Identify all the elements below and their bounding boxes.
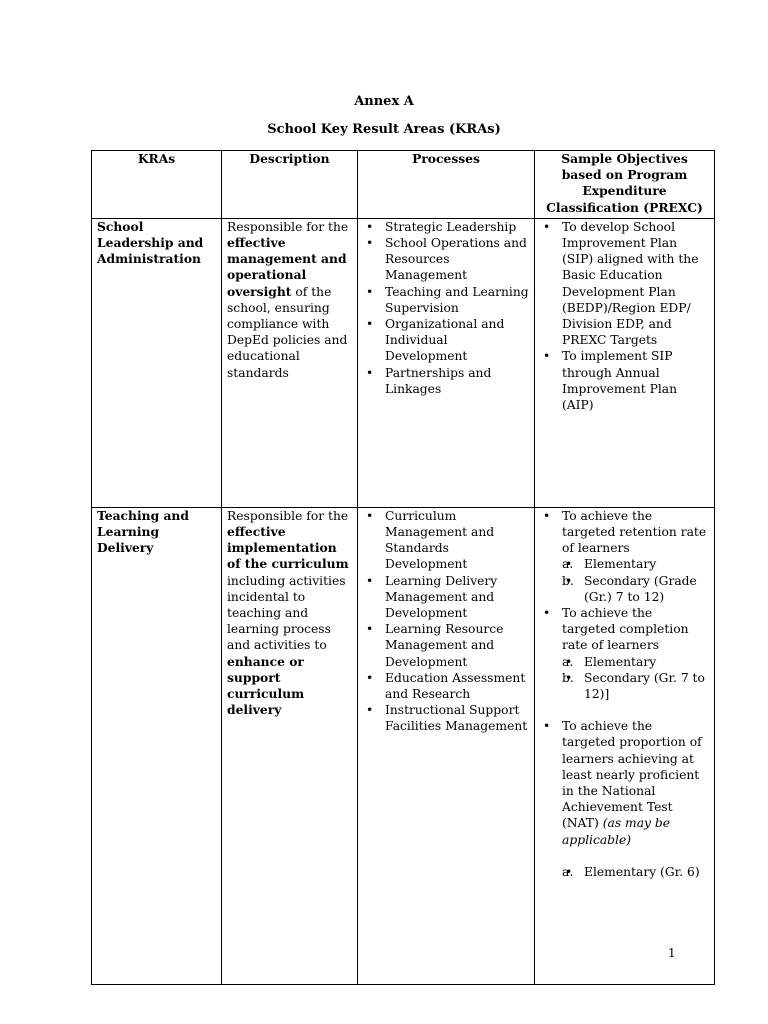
list-item <box>540 605 709 702</box>
objective-list <box>540 219 709 413</box>
sub-item <box>562 556 709 572</box>
kra-name: School Leadership and Administration <box>97 218 204 267</box>
header-description: Description <box>222 151 358 219</box>
sub-list <box>562 654 709 703</box>
list-item: • Learning Delivery Management and Development <box>363 573 529 622</box>
page-number: 1 <box>668 946 676 960</box>
processes-cell <box>358 218 535 507</box>
kra-cell <box>92 507 222 984</box>
header-kras: KRAs <box>92 151 222 219</box>
list-item: • School Operations and Resources Management <box>363 235 529 284</box>
sub-marker: • b. <box>562 670 574 685</box>
description-cell <box>222 507 358 984</box>
sub-item <box>562 864 709 880</box>
objectives-cell <box>535 507 715 984</box>
sub-marker: • b. <box>562 573 574 588</box>
kra-cell <box>92 218 222 507</box>
kra-table <box>91 150 715 985</box>
sub-list <box>562 864 709 880</box>
objectives-cell <box>535 218 715 507</box>
list-item: • To develop School Improvement Plan (SIP) aligned with the Basic Education Development Plan (BEDP)/Region EDP/ Division EDP, and PREXC Targets <box>540 219 709 349</box>
header-objectives: Sample Objectives based on Program Expenditure Classification (PREXC) <box>535 151 715 219</box>
description-bold: effective implementation of the curriculum <box>227 524 349 572</box>
annex-title: Annex A <box>354 94 414 109</box>
header-processes: Processes <box>358 151 535 219</box>
kra-name: Teaching and Learning Delivery <box>97 507 189 556</box>
description-cell <box>222 218 358 507</box>
list-item: • Curriculum Management and Standards Development <box>363 508 529 573</box>
list-item: • Organizational and Individual Development <box>363 316 529 365</box>
list-item: • Education Assessment and Research <box>363 670 529 702</box>
description-text: Responsible for the <box>227 508 349 523</box>
sub-item <box>562 654 709 670</box>
sub-text: Elementary (Gr. 6) <box>584 864 700 879</box>
table-row <box>92 218 715 507</box>
table-header-row <box>92 151 715 219</box>
sub-marker: • a. <box>562 557 574 572</box>
processes-cell <box>358 507 535 984</box>
sub-item <box>562 670 709 702</box>
list-item: • Partnerships and Linkages <box>363 365 529 397</box>
description-bold: enhance or support curriculum delivery <box>227 653 305 718</box>
list-item: • Strategic Leadership <box>363 219 529 235</box>
list-item: • Teaching and Learning Supervision <box>363 284 529 316</box>
description-text: of the school, ensuring compliance with DepEd policies and educational standards <box>227 284 348 380</box>
description-text: including activities incidental to teaching and learning process and activities to <box>227 573 346 653</box>
objective-list <box>540 508 709 702</box>
list-item: • Instructional Support Facilities Management <box>363 702 529 734</box>
sub-item <box>562 573 709 605</box>
process-list <box>363 508 529 735</box>
sub-marker: • a. <box>562 864 574 879</box>
sub-marker: • a. <box>562 654 574 669</box>
sub-text: Elementary <box>584 557 657 572</box>
spacer <box>562 848 709 864</box>
objective-text: To achieve the targeted proportion of learners achieving at least nearly proficient in the National Achievement Test (NAT) <box>562 719 702 831</box>
list-item <box>540 508 709 605</box>
list-item <box>540 718 709 880</box>
sub-list <box>562 556 709 605</box>
objective-list <box>540 718 709 880</box>
process-list <box>363 219 529 397</box>
list-item: • Learning Resource Management and Development <box>363 621 529 670</box>
objective-text: To achieve the targeted retention rate of learners <box>562 508 707 556</box>
objective-text: To achieve the targeted completion rate of learners <box>562 606 689 653</box>
description-text: Responsible for the <box>227 219 349 234</box>
description-bold: effective management and operational oversight <box>227 235 347 299</box>
sub-text: Secondary (Gr. 7 to 12)] <box>584 670 705 702</box>
objective-italic: (as may be applicable) <box>562 816 671 847</box>
document-title: School Key Result Areas (KRAs) <box>267 122 501 137</box>
sub-text: Elementary <box>584 654 657 669</box>
sub-text: Secondary (Grade (Gr.) 7 to 12) <box>584 573 697 604</box>
spacer <box>540 702 709 718</box>
table-row <box>92 507 715 984</box>
list-item: • To implement SIP through Annual Improvement Plan (AIP) <box>540 348 709 413</box>
